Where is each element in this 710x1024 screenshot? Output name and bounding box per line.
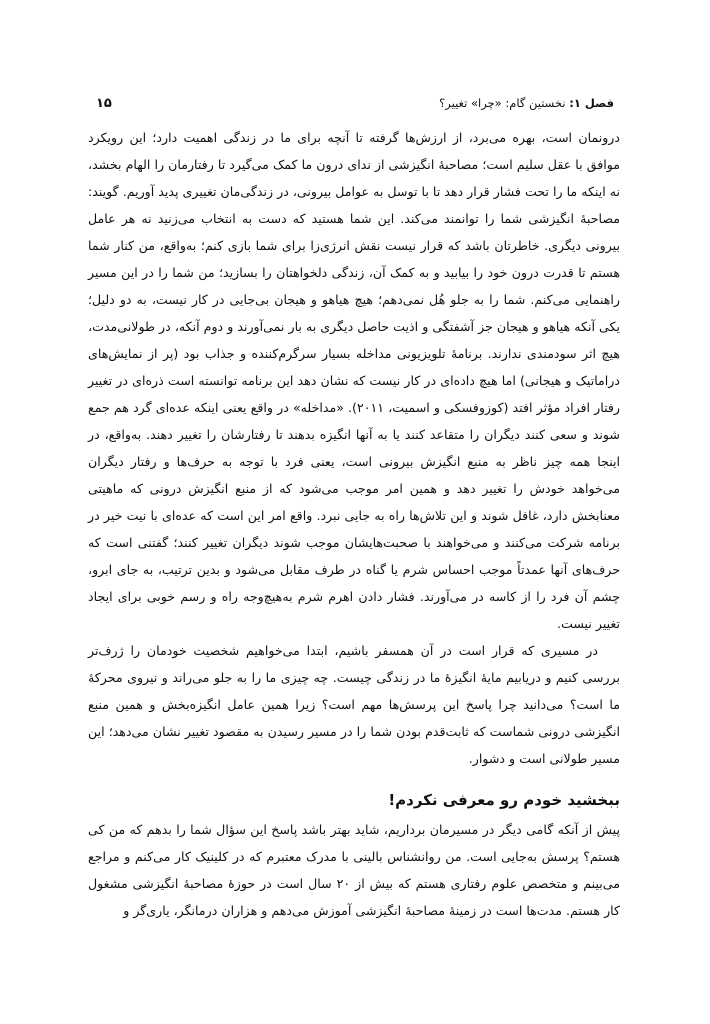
page-number: ۱۵ [96,95,112,111]
section-paragraph: پیش از آنکه گامی دیگر در مسیرمان برداریم، شاید بهتر باشد پاسخ این سؤال شما را بدهم که من کی هستم؟ پرسش به‌جایی است. من روانشناس بالینی با مدرک معتبرم که در کلینیک کار می‌کنم و مراجع می‌بینم و متخصص علوم رفتاری هستم که بیش از ۲۰ سال است در حوزهٔ مصاحبهٔ انگیزشی مشغول کار هستم. مدت‌ها است در زمینهٔ مصاحبهٔ انگیزشی آموزش می‌دهم و هزاران درمانگر، یاری‌گر و [88,822,621,918]
body-paragraph-1: درونمان است، بهره می‌برد، از ارزش‌ها گرفته تا آنچه برای ما در زندگی اهمیت دارد؛ این رویکرد موافق با عقل سلیم است؛ مصاحبهٔ انگیزشی از ندای درون ما کمک می‌گیرد تا رفتارمان را الهام بخشد، نه اینکه ما را تحت فشار قرار دهد تا با توسل به عوامل بیرونی، در زندگی‌مان تغییری پدید آوریم. گویند: مصاحبهٔ انگیزشی شما را توانمند می‌کند. این شما هستید که دست به انتخاب می‌زنید نه هر عامل بیرونی دیگری. خاطرتان باشد که قرار نیست نقش انرژی‌زا برای شما بازی کنم؛ به‌واقع، من کنار شما هستم تا قدرت درون خود را بیابید و به کمک آن، زندگی دلخواهتان را بسازید؛ من شما را در این مسیر راهنمایی می‌کنم. شما را به جلو هُل نمی‌دهم؛ هیچ هیاهو و هیجان بی‌جایی در کار نیست، به دو دلیل؛ یکی آنکه هیاهو و هیجان جز آشفتگی و اذیت حاصل دیگری به بار نمی‌آورند و دوم آنکه، در طولانی‌مدت، هیچ اثر سودمندی ندارند. برنامهٔ تلویزیونی مداخله بسیار سرگرم‌کننده و جذاب بود (پر از نمایش‌های دراماتیک و هیجانی) اما هیچ داده‌ای در کار نیست که نشان دهد این برنامه توانسته است ذره‌ای در تغییر رفتار افراد مؤثر افتد (کوزوفسکی و اسمیت، ۲۰۱۱). «مداخله» در واقع یعنی اینکه عده‌ای گرد هم جمع شوند و سعی کنند دیگران را متقاعد کنند یا به آنها انگیزه بدهند تا رفتارشان را تغییر دهند. به‌واقع، در اینجا همه چیز ناظر به منبع انگیزش بیرونی است، یعنی فرد با توجه به حرف‌ها و رفتار دیگران می‌خواهد خودش را تغییر دهد و همین امر موجب می‌شود که از منبع انگیزش درونی که ماهیتی معنابخش دارد، غافل شوند و این تلاش‌ها راه به جایی نبرد. واقع امر این است که عده‌ای با نیت خیر در برنامه شرکت می‌کنند و می‌خواهند با صحبت‌هایشان موجب شوند دیگران تغییر کنند؛ گفتنی است که حرف‌های آنها عمدتاً موجب احساس شرم یا گناه در طرف مقابل می‌شود و بدین ترتیب، به جای ابرو، چشم آن فرد را از کاسه در می‌آورند. فشار دادن اهرم شرم به‌هیچ‌وجه راه و رسم خوبی برای ایجاد تغییر نیست. [88,130,621,631]
chapter-header [439,95,614,111]
running-header [96,92,614,114]
section-heading: ببخشید خودم رو معرفی نکردم! [388,791,620,809]
page-body [88,124,620,924]
body-paragraph-2: در مسیری که قرار است در آن همسفر باشیم، ابتدا می‌خواهیم شخصیت خودمان را ژرف‌تر بررسی کنیم و دریابیم مایهٔ انگیزهٔ ما در زندگی چیست. چه چیزی ما را به جلو می‌راند و نیروی محرکهٔ ما است؟ می‌دانید چرا پاسخ این پرسش‌ها مهم است؟ زیرا همین عامل انگیزه‌بخش و همین منبع انگیزشی درونی شماست که ثابت‌قدم بودن شما را در مسیر رسیدن به مقصود تغییر نشان می‌دهد؛ این مسیر طولانی است و دشوار. [88,643,620,766]
chapter-label: فصل ۱: [569,96,614,110]
chapter-title: نخستین گام: «چرا» تغییر؟ [439,96,566,110]
